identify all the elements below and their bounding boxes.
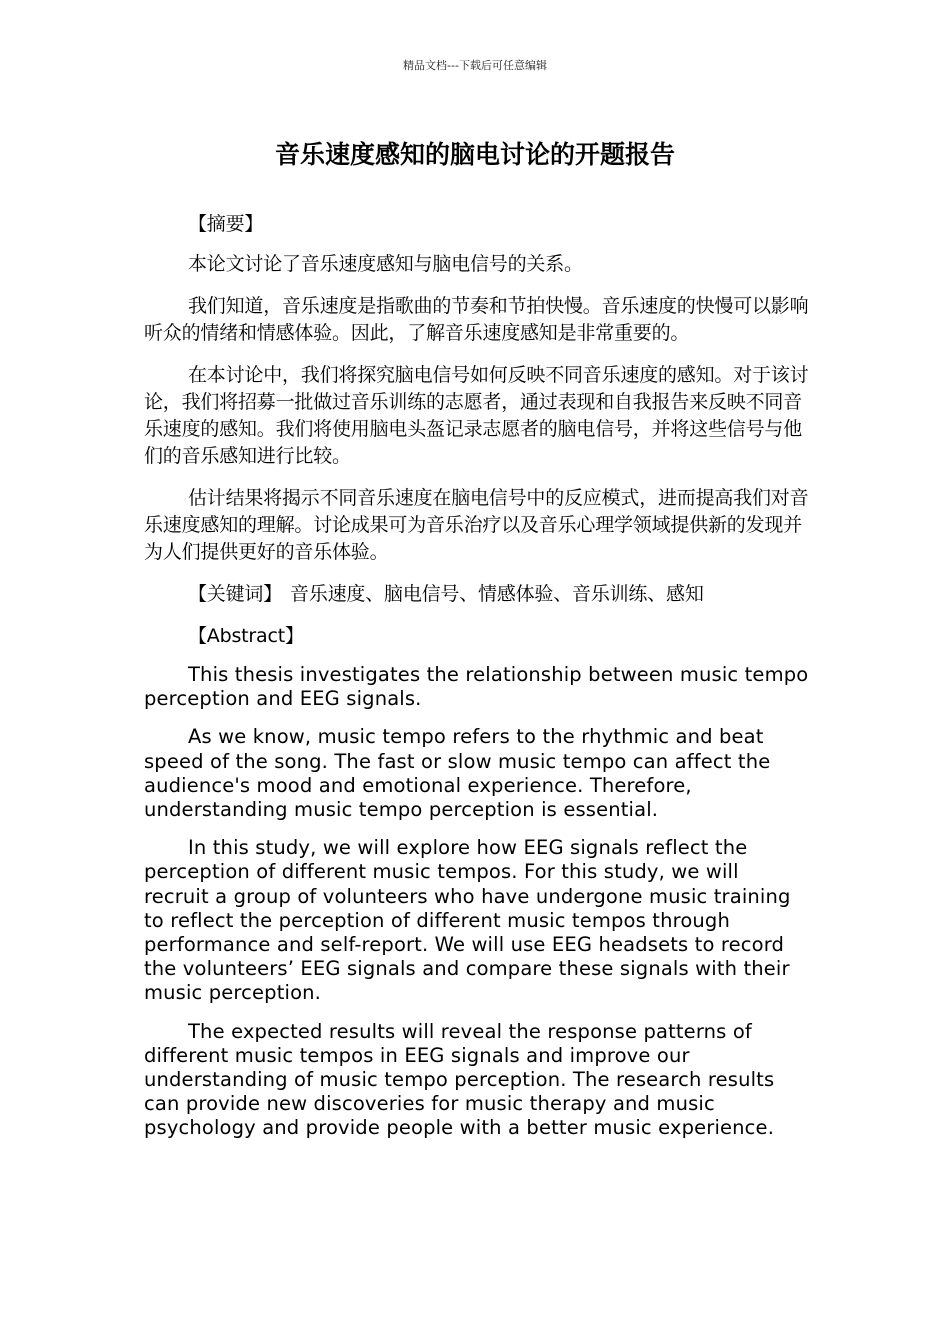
document-body [144, 211, 809, 1155]
abstract-en-heading: 【Abstract】 [188, 625, 304, 647]
document-title: 音乐速度感知的脑电讨论的开题报告 [274, 140, 675, 169]
abstract-en-paragraph-3: In this study, we will explore how EEG signals reflect the perception of different music tempos. For this study, we will recruit a group of volunteers who have undergone music training to reflect the perception of different music tempos through performance and self-report. We will use EEG headsets to record the volunteers’ EEG signals and compare these signals with their music perception. [144, 836, 791, 1005]
header-note: 精品文档---下载后可任意编辑 [403, 59, 547, 72]
abstract-en-paragraph-4: The expected results will reveal the response patterns of different music tempos in EEG signals and improve our understanding of music tempo perception. The research results can provide new discoveries for music therapy and music psychology and provide people with a better music experience. [144, 1019, 775, 1140]
abstract-cn-heading: 【摘要】 [188, 213, 264, 235]
keywords-label: 【关键词】 [188, 583, 283, 605]
abstract-en-paragraph-2: As we know, music tempo refers to the rhythmic and beat speed of the song. The fast or slow music tempo can affect the audience's mood and emotional experience. Therefore, understanding music tempo perception is essential. [144, 725, 771, 822]
abstract-cn-paragraph-3: 在本讨论中，我们将探究脑电信号如何反映不同音乐速度的感知。对于该讨论，我们将招募一批做过音乐训练的志愿者，通过表现和自我报告来反映不同音乐速度的感知。我们将使用脑电头盔记录志愿者的脑电信号，并将这些信号与他们的音乐感知进行比较。 [144, 364, 809, 467]
abstract-en-paragraph-1: This thesis investigates the relationship between music tempo perception and EEG signals. [144, 663, 809, 711]
abstract-cn-paragraph-1: 本论文讨论了音乐速度感知与脑电信号的关系。 [188, 253, 583, 275]
abstract-cn-paragraph-4: 估计结果将揭示不同音乐速度在脑电信号中的反应模式，进而提高我们对音乐速度感知的理解。讨论成果可为音乐治疗以及音乐心理学领域提供新的发现并为人们提供更好的音乐体验。 [144, 487, 809, 563]
keywords-text: 音乐速度、脑电信号、情感体验、音乐训练、感知 [290, 583, 704, 605]
keywords-line [144, 581, 809, 608]
abstract-cn-paragraph-2: 我们知道，音乐速度是指歌曲的节奏和节拍快慢。音乐速度的快慢可以影响听众的情绪和情感体验。因此，了解音乐速度感知是非常重要的。 [144, 295, 809, 344]
